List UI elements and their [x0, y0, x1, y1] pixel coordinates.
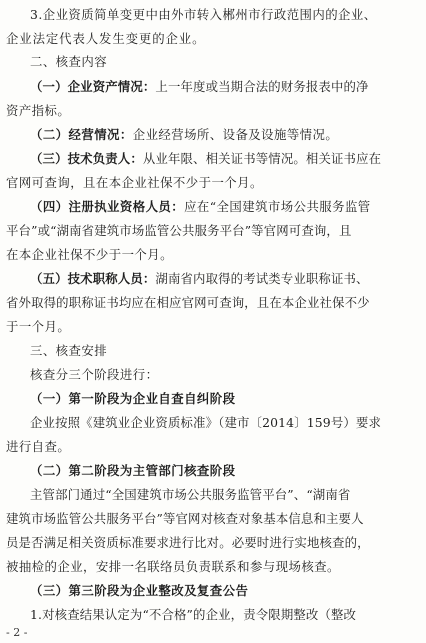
text-segment: 核查分三个阶段进行： — [30, 367, 159, 382]
text-line — [0, 583, 426, 599]
text-line — [0, 511, 426, 527]
text-line — [0, 463, 426, 479]
text-line — [0, 175, 426, 191]
text-segment: 进行自查。 — [6, 439, 71, 454]
text-line — [0, 295, 426, 311]
text-segment: 1.对核查结果认定为“不合格”的企业，责令限期整改（整改 — [30, 607, 357, 622]
text-segment: 于一个月。 — [6, 319, 71, 334]
text-line — [0, 415, 426, 431]
text-segment: 官网可查询，且在本企业社保不少于一个月。 — [6, 175, 263, 190]
bold-heading-text: （二）第二阶段为主管部门核查阶段 — [30, 463, 236, 478]
text-line — [0, 535, 426, 551]
text-line — [0, 151, 426, 167]
text-segment: 省外取得的职称证书均应在相应官网可查询，且在本企业社保不少 — [6, 295, 370, 310]
text-line — [0, 607, 426, 623]
text-line — [0, 199, 426, 215]
bold-heading-text: （二）经营情况： — [30, 127, 133, 142]
text-line — [0, 103, 426, 119]
text-segment: 平台”或“湖南省建筑市场监管公共服务平台”等官网可查询，且 — [6, 223, 352, 238]
text-line — [0, 319, 426, 335]
text-segment: 企业经营场所、设备及设施等情况。 — [132, 127, 339, 142]
text-line — [0, 343, 426, 359]
bold-heading-text: （三）技术负责人： — [30, 151, 143, 166]
bold-heading-text: （一）企业资产情况： — [30, 79, 156, 94]
text-segment: 资产指标。 — [6, 103, 71, 118]
text-segment: 在本企业社保不少于一个月。 — [6, 247, 173, 262]
text-line — [0, 31, 426, 47]
text-segment: 建筑市场监管公共服务平台”等官网对核查对象基本信息和主要人 — [6, 511, 364, 526]
text-segment: 企业按照《建筑业企业资质标准》（建市〔2014〕159号）要求 — [30, 415, 382, 430]
text-line — [0, 247, 426, 263]
text-line — [0, 223, 426, 239]
text-segment: 3.企业资质简单变更中由外市转入郴州市行政范围内的企业、 — [30, 7, 377, 22]
text-line — [0, 79, 426, 95]
bold-heading-text: （三）第三阶段为企业整改及复查公告 — [30, 583, 249, 598]
section-heading-text: 三、核查安排 — [30, 343, 108, 358]
bold-heading-text: （四）注册执业资格人员： — [30, 199, 185, 214]
bold-heading-text: （一）第一阶段为企业自查自纠阶段 — [30, 391, 236, 406]
text-line — [0, 367, 426, 383]
text-segment: 上一年度或当期合法的财务报表中的净 — [155, 79, 369, 94]
text-segment: 企业法定代表人发生变更的企业。 — [6, 31, 206, 46]
text-line — [0, 7, 426, 23]
text-line — [0, 391, 426, 407]
page-number: - 2 - — [6, 626, 28, 639]
text-segment: 从业年限、相关证书等情况。相关证书应在 — [142, 151, 382, 166]
text-line — [0, 559, 426, 575]
text-line — [0, 54, 426, 70]
section-heading-text: 二、核查内容 — [30, 54, 108, 69]
text-segment: 被抽检的企业，安排一名联络员负责联系和参与现场核查。 — [6, 559, 340, 574]
text-segment: 应在“全国建筑市场公共服务监管 — [184, 199, 371, 214]
text-segment: 主管部门通过“全国建筑市场公共服务监管平台”、“湖南省 — [30, 487, 351, 502]
text-segment: 员是否满足相关资质标准要求进行比对。必要时进行实地核查的， — [6, 535, 370, 550]
bold-heading-text: （五）技术职称人员： — [30, 271, 156, 286]
text-line — [0, 439, 426, 455]
text-line — [0, 487, 426, 503]
text-line — [0, 127, 426, 143]
text-segment: 湖南省内取得的考试类专业职称证书、 — [155, 271, 369, 286]
text-line — [0, 271, 426, 287]
